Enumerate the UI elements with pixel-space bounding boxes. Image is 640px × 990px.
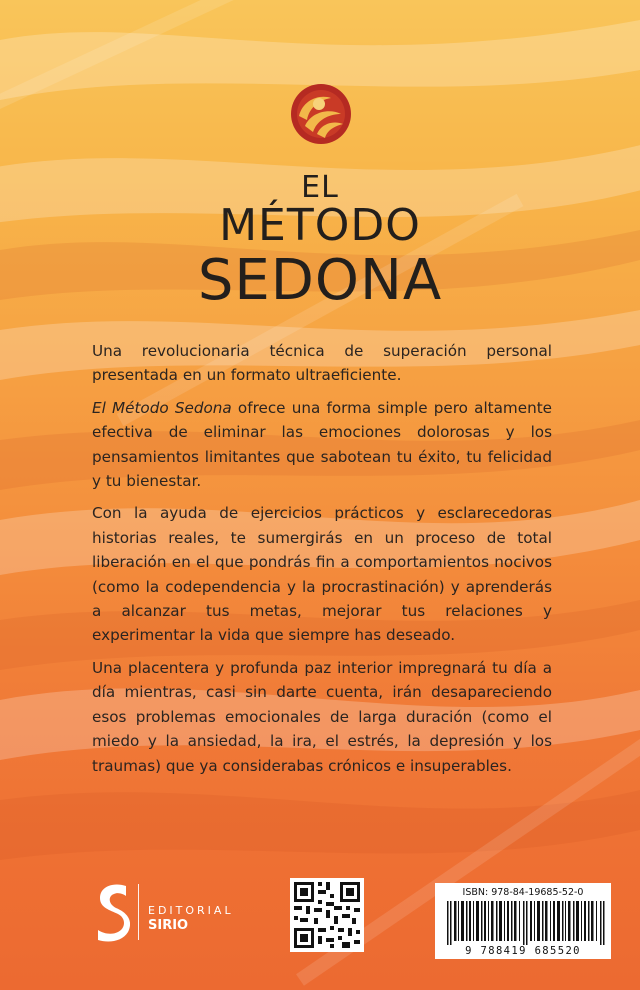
publisher-name-line2: SIRIO	[148, 918, 189, 933]
title-line-sedona: SEDONA	[197, 248, 443, 313]
blurb-paragraph-2-text: ofrece una forma simple pero altamente efectiva de eliminar las emociones dolorosas y los pensamientos limitantes que sabotean tu éxito, tu felicidad y tu bienestar.	[92, 398, 552, 491]
title-line-metodo: MÉTODO	[219, 200, 421, 251]
blurb-paragraph-2	[92, 396, 552, 494]
isbn-label: ISBN: 978-84-19685-52-0	[462, 887, 584, 898]
back-cover-blurb	[92, 339, 552, 786]
publisher-name-line1: EDITORIAL	[148, 904, 234, 917]
qr-code-icon	[290, 878, 364, 952]
blurb-paragraph-4: Una placentera y profunda paz interior impregnará tu día a día mientras, casi sin darte cuenta, irán desapareciendo esos problemas emocionales de larga duración (como el miedo y la ansiedad, la ira, el estrés, la depresión y los traumas) que ya considerabas crónicos e insuperables.	[92, 658, 552, 775]
s-logo-icon	[96, 880, 130, 942]
isbn-barcode	[435, 883, 611, 959]
blurb-paragraph-3: Con la ayuda de ejercicios prácticos y esclarecedoras historias reales, te sumergirás en un proceso de total liberación en el que pondrás fin a comportamientos nocivos (como la codependencia y la procrastinación) y aprenderás a alcanzar tus metas, mejorar tus relaciones y experimentar la vida que siempre has deseado.	[92, 504, 552, 645]
publisher-divider	[138, 884, 139, 940]
spiral-sun-icon	[289, 82, 353, 146]
blurb-paragraph-1: Una revolucionaria técnica de superación personal presentada en un formato ultraeficiente.	[92, 342, 552, 385]
barcode-icon	[447, 901, 605, 945]
book-title-italic: El Método Sedona	[92, 398, 232, 417]
title-line-el: EL	[301, 170, 339, 205]
barcode-digits: 9 788419 685520	[465, 945, 581, 957]
